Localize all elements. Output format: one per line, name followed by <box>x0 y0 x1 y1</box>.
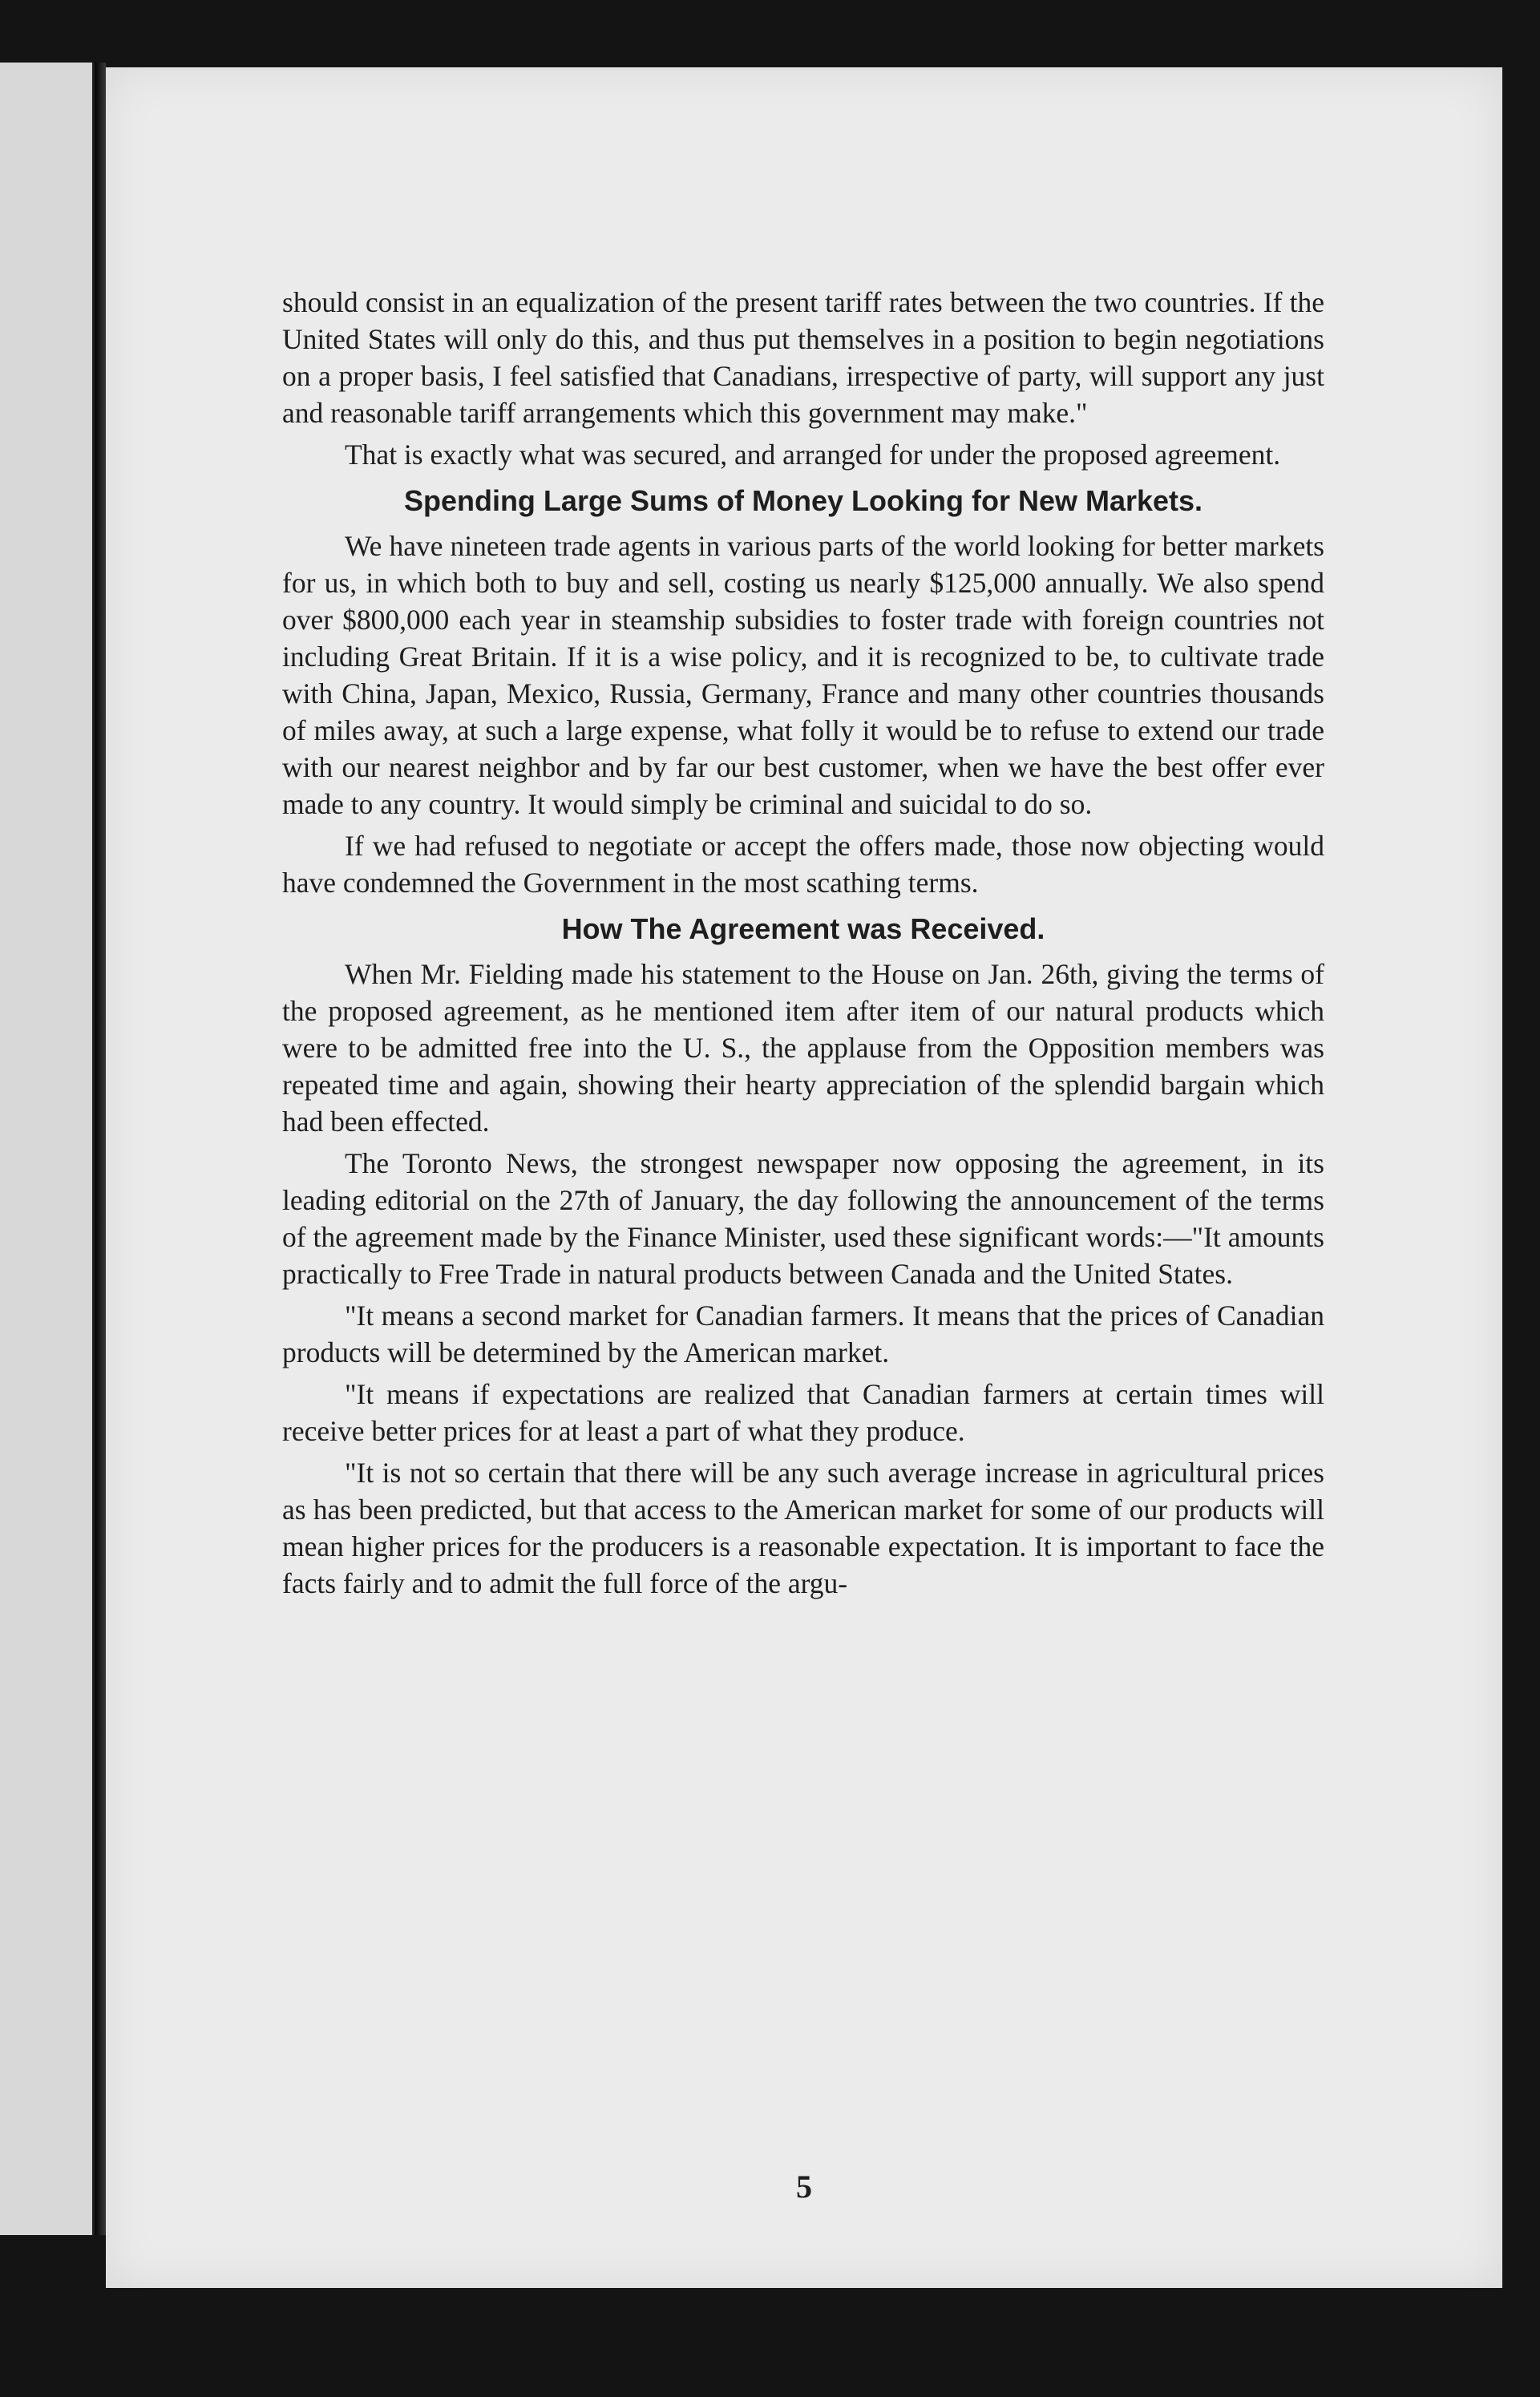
section-heading: Spending Large Sums of Money Looking for New Markets. <box>403 484 1203 517</box>
facing-page-edge <box>0 63 97 2235</box>
page-number: 5 <box>796 2169 812 2205</box>
paragraph: "It is not so certain that there will be any such average increase in agricultural prices as has been predicted, but that access to the American market for some of our products will mean higher prices for the producers is a reasonable expectation. It is important to face the facts fairly and to admit the full force of the argu- <box>282 1457 1324 1599</box>
paragraph: "It means a second market for Canadian farmers. It means that the prices of Canadian products will be determined by the American market. <box>282 1300 1324 1368</box>
paragraph: That is exactly what was secured, and arranged for under the proposed agreement. <box>345 439 1281 471</box>
book-page <box>106 67 1502 2288</box>
paragraph: The Toronto News, the strongest newspaper now opposing the agreement, in its leading editorial on the 27th of January, the day following the announcement of the terms of the agreement made by the Finance Minister, used these significant words:—"It amounts practically to Free Trade in natural products between Canada and the United States. <box>282 1147 1324 1290</box>
paragraph: We have nineteen trade agents in various parts of the world looking for better markets for us, in which both to buy and sell, costing us nearly $125,000 annually. We also spend over $800,000 each year in steamship subsidies to foster trade with foreign countries not including Great Britain. If it is a wise policy, and it is recognized to be, to cultivate trade with China, Japan, Mexico, Russia, Germany, France and many other countries thousands of miles away, at such a large expense, what folly it would be to refuse to extend our trade with our nearest neighbor and by far our best customer, when we have the best offer ever made to any country. It would simply be criminal and suicidal to do so. <box>282 530 1324 820</box>
section-heading: How The Agreement was Received. <box>561 912 1045 945</box>
page-text <box>282 284 1324 1607</box>
paragraph: should consist in an equalization of the present tariff rates between the two countries. If the United States will only do this, and thus put themselves in a position to begin negotiations on a proper basis, I feel satisfied that Canadians, irrespective of party, will support any just and reasonable tariff arrangements which this government may make." <box>282 286 1324 429</box>
paragraph: If we had refused to negotiate or accept the offers made, those now objecting would have condemned the Government in the most scathing terms. <box>282 830 1324 899</box>
paragraph: When Mr. Fielding made his statement to the House on Jan. 26th, giving the terms of the proposed agreement, as he mentioned item after item of our natural products which were to be admitted free into the U. S., the applause from the Opposition members was repeated time and again, showing their hearty appreciation of the splendid bargain which had been effected. <box>282 958 1324 1138</box>
paragraph: "It means if expectations are realized that Canadian farmers at certain times will receive better prices for at least a part of what they produce. <box>282 1378 1324 1447</box>
book-spine <box>95 63 106 2235</box>
